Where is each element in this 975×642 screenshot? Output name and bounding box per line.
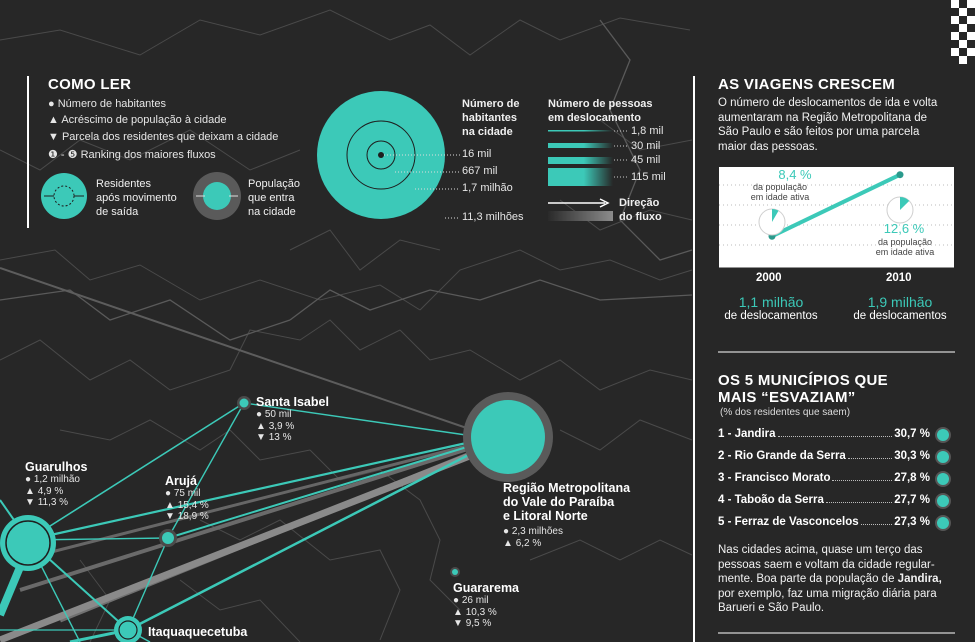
value-caption: de deslocamentos xyxy=(724,310,818,322)
share-caption-2010 xyxy=(860,237,950,257)
entering-label-line: que entra xyxy=(248,192,295,204)
habitants-title-line: na cidade xyxy=(462,126,513,138)
stat-value: 18,9 % xyxy=(177,511,209,522)
trips-title: AS VIAGENS CRESCEM xyxy=(718,76,896,93)
city-itaquaquecetuba: Itaquaquecetuba xyxy=(148,625,248,639)
habitants-value-1: 16 mil xyxy=(462,148,492,160)
ranking-value: 30,7 % xyxy=(894,428,930,440)
ranking-value: 30,3 % xyxy=(894,450,930,462)
entering-label xyxy=(248,177,300,219)
city-guarulhos xyxy=(25,460,88,509)
share-2000 xyxy=(765,167,825,182)
trips-text xyxy=(718,96,937,154)
direction-label-line: Direção xyxy=(619,197,660,209)
ranking-row xyxy=(718,428,930,440)
city-stat-inc: ▲ 6,2 % xyxy=(503,537,542,549)
people-value-4: 115 mil xyxy=(631,171,666,183)
entering-label-line: na cidade xyxy=(248,206,296,218)
city-stat-out: ▼ 18,9 % xyxy=(165,511,209,522)
share-caption-2000 xyxy=(735,182,825,202)
share-caption-line: em idade ativa xyxy=(750,192,810,202)
ranking-title xyxy=(718,372,888,406)
city-stat-out: ▼ 13 % xyxy=(256,432,292,443)
city-stat-inc: ▲ 4,9 % xyxy=(25,485,64,497)
city-guararema xyxy=(453,581,519,630)
ranking-dot-icon xyxy=(935,449,951,465)
ranking-row xyxy=(718,516,930,528)
city-stat-out: ▼ 9,5 % xyxy=(453,618,492,629)
stat-value: 6,2 % xyxy=(515,537,542,549)
residents-label-line: Residentes xyxy=(96,178,152,190)
stat-value: 3,9 % xyxy=(268,420,295,432)
value-label: 1,9 milhão xyxy=(867,294,933,310)
stat-value: 75 mil xyxy=(173,488,201,499)
ranking-icon: ❶ - ❺ xyxy=(48,149,78,161)
ranking-label: 3 - Francisco Morato xyxy=(718,472,831,484)
residents-symbol xyxy=(41,173,87,219)
year-2000: 2000 xyxy=(756,272,782,284)
legend-item-increase xyxy=(48,114,226,126)
ranking-dot-icon xyxy=(935,515,951,531)
ranking-label: 5 - Ferraz de Vasconcelos xyxy=(718,516,859,528)
note-line: Nas cidades acima, quase um terço das xyxy=(718,544,923,556)
city-name-line: do Vale do Paraíba xyxy=(503,495,615,509)
legend-item-leaving xyxy=(48,131,278,143)
triangle-down-icon: ▼ xyxy=(48,131,59,143)
share-caption-line: em idade ativa xyxy=(875,247,935,257)
circle-icon: ● xyxy=(48,98,55,110)
ranking-subtitle: (% dos residentes que saem) xyxy=(720,407,851,418)
stat-value: 15,4 % xyxy=(177,499,209,511)
legend-item-label: Acréscimo de população à cidade xyxy=(61,114,227,126)
city-name: Santa Isabel xyxy=(256,395,329,409)
note-highlight: Jandira, xyxy=(897,573,942,585)
legend-item-habitants xyxy=(48,98,166,110)
ranking-row xyxy=(718,494,930,506)
santa-isabel-circle xyxy=(240,399,249,408)
stat-value: 10,3 % xyxy=(465,606,497,618)
share-label: 12,6 % xyxy=(883,221,925,236)
stat-value: 50 mil xyxy=(264,409,292,420)
city-name: Guarulhos xyxy=(25,460,88,474)
triangle-up-icon: ▲ xyxy=(48,114,59,126)
trips-text-line: O número de deslocamentos de ida e volta xyxy=(718,97,938,109)
entering-label-line: População xyxy=(248,178,300,190)
stat-value: 1,2 milhão xyxy=(33,474,80,485)
habitants-title xyxy=(462,97,519,139)
share-caption-line: da população xyxy=(877,237,933,247)
city-name: Guararema xyxy=(453,581,520,595)
city-stat-inc: ▲ 15,4 % xyxy=(165,499,209,511)
city-name-line: Região Metropolitana xyxy=(503,481,631,495)
ranking-title-line: OS 5 MUNICÍPIOS QUE xyxy=(718,372,888,389)
leader-dots xyxy=(861,516,893,525)
residents-label xyxy=(96,177,177,219)
value-caption: de deslocamentos xyxy=(853,310,947,322)
trips-text-line: aumentaram na Região Metropolitana de xyxy=(718,111,928,124)
habitants-title-line: habitantes xyxy=(462,112,518,124)
leader-dots xyxy=(826,494,892,503)
ranking-value: 27,7 % xyxy=(894,494,930,506)
city-stat-pop: ● 26 mil xyxy=(453,595,489,606)
aruja-circle xyxy=(162,532,174,544)
stat-value: 9,5 % xyxy=(465,618,492,629)
city-vale-paraiba xyxy=(503,481,630,549)
ranking-label: 1 - Jandira xyxy=(718,428,776,440)
legend-item-ranking xyxy=(48,148,216,161)
habitants-value-4: 11,3 milhões xyxy=(462,211,524,223)
ranking-dot-icon xyxy=(935,471,951,487)
legend-item-label: Ranking dos maiores fluxos xyxy=(80,149,216,161)
ranking-row xyxy=(718,472,930,484)
ranking-row xyxy=(718,450,930,462)
value-2000 xyxy=(719,294,823,322)
city-stat-inc: ▲ 10,3 % xyxy=(453,606,497,618)
people-title xyxy=(548,97,653,125)
population-size-symbol xyxy=(317,91,460,219)
note-line xyxy=(718,572,942,587)
city-santa-isabel xyxy=(256,395,329,444)
vale-paraiba-circle xyxy=(471,400,545,474)
city-stat-pop: ● 1,2 milhão xyxy=(25,474,80,485)
leader-dots xyxy=(848,450,892,459)
stat-value: 11,3 % xyxy=(37,497,69,508)
city-stat-pop: ● 50 mil xyxy=(256,409,292,420)
share-caption-line: da população xyxy=(752,182,808,192)
habitants-value-2: 667 mil xyxy=(462,165,498,177)
city-stat-inc: ▲ 3,9 % xyxy=(256,420,295,432)
city-stat-pop: ● 75 mil xyxy=(165,488,201,499)
ranking-value: 27,8 % xyxy=(894,472,930,484)
note-line: pessoas saem e voltam da cidade regular- xyxy=(718,558,935,571)
year-2010: 2010 xyxy=(886,272,912,284)
people-value-3: 45 mil xyxy=(631,154,661,166)
value-2010 xyxy=(848,294,952,322)
residents-label-line: após movimento xyxy=(96,192,177,204)
ranking-note xyxy=(718,543,942,616)
city-name: Arujá xyxy=(165,474,197,488)
habitants-title-line: Número de xyxy=(462,98,520,110)
ranking-title-line: MAIS “ESVAZIAM” xyxy=(718,389,856,406)
note-line: Barueri e São Paulo. xyxy=(718,602,825,614)
flow-width-symbol xyxy=(548,130,628,221)
legend-item-label: Número de habitantes xyxy=(57,98,166,110)
city-stat-out: ▼ 11,3 % xyxy=(25,497,69,508)
flow-lines xyxy=(0,268,490,642)
leader-dots xyxy=(778,428,893,437)
trips-text-line: São Paulo e são feitos por uma parcela xyxy=(718,126,920,138)
ranking-dot-icon xyxy=(935,427,951,443)
people-value-2: 30 mil xyxy=(631,140,661,152)
guararema-circle xyxy=(452,569,458,575)
city-name-line: e Litoral Norte xyxy=(503,509,588,523)
direction-label-line: do fluxo xyxy=(619,211,662,223)
legend-item-label: Parcela dos residentes que deixam a cidade xyxy=(61,131,279,143)
people-value-1: 1,8 mil xyxy=(631,125,664,137)
value-label: 1,1 milhão xyxy=(738,294,804,310)
note-line: por exemplo, faz uma migração diária para xyxy=(718,587,937,600)
legend-title: COMO LER xyxy=(48,76,132,93)
stat-value: 13 % xyxy=(268,432,292,443)
trips-point-2010 xyxy=(897,171,904,178)
ranking-label: 4 - Taboão da Serra xyxy=(718,494,824,506)
stat-value: 4,9 % xyxy=(37,485,64,497)
checker-corner xyxy=(951,0,975,64)
stat-value: 26 mil xyxy=(461,595,489,606)
leader-dots xyxy=(832,472,892,481)
ranking-label: 2 - Rio Grande da Serra xyxy=(718,450,846,462)
stat-value: 2,3 milhões xyxy=(511,526,563,537)
ranking-value: 27,3 % xyxy=(894,516,930,528)
city-aruja xyxy=(165,474,209,523)
direction-label xyxy=(619,196,662,224)
share-2010 xyxy=(874,221,934,236)
habitants-value-3: 1,7 milhão xyxy=(462,182,513,194)
note-text: mente. Boa parte da população de xyxy=(718,573,895,585)
entering-symbol xyxy=(193,172,241,220)
city-stat-pop: ● 2,3 milhões xyxy=(503,526,563,537)
people-title-line: Número de pessoas xyxy=(548,98,653,110)
share-label: 8,4 % xyxy=(778,167,812,182)
ranking-dot-icon xyxy=(935,493,951,509)
guarulhos-circle xyxy=(0,515,56,571)
residents-label-line: de saída xyxy=(96,206,139,218)
trips-text-line: maior das pessoas. xyxy=(718,140,818,153)
people-title-line: em deslocamento xyxy=(548,112,641,124)
